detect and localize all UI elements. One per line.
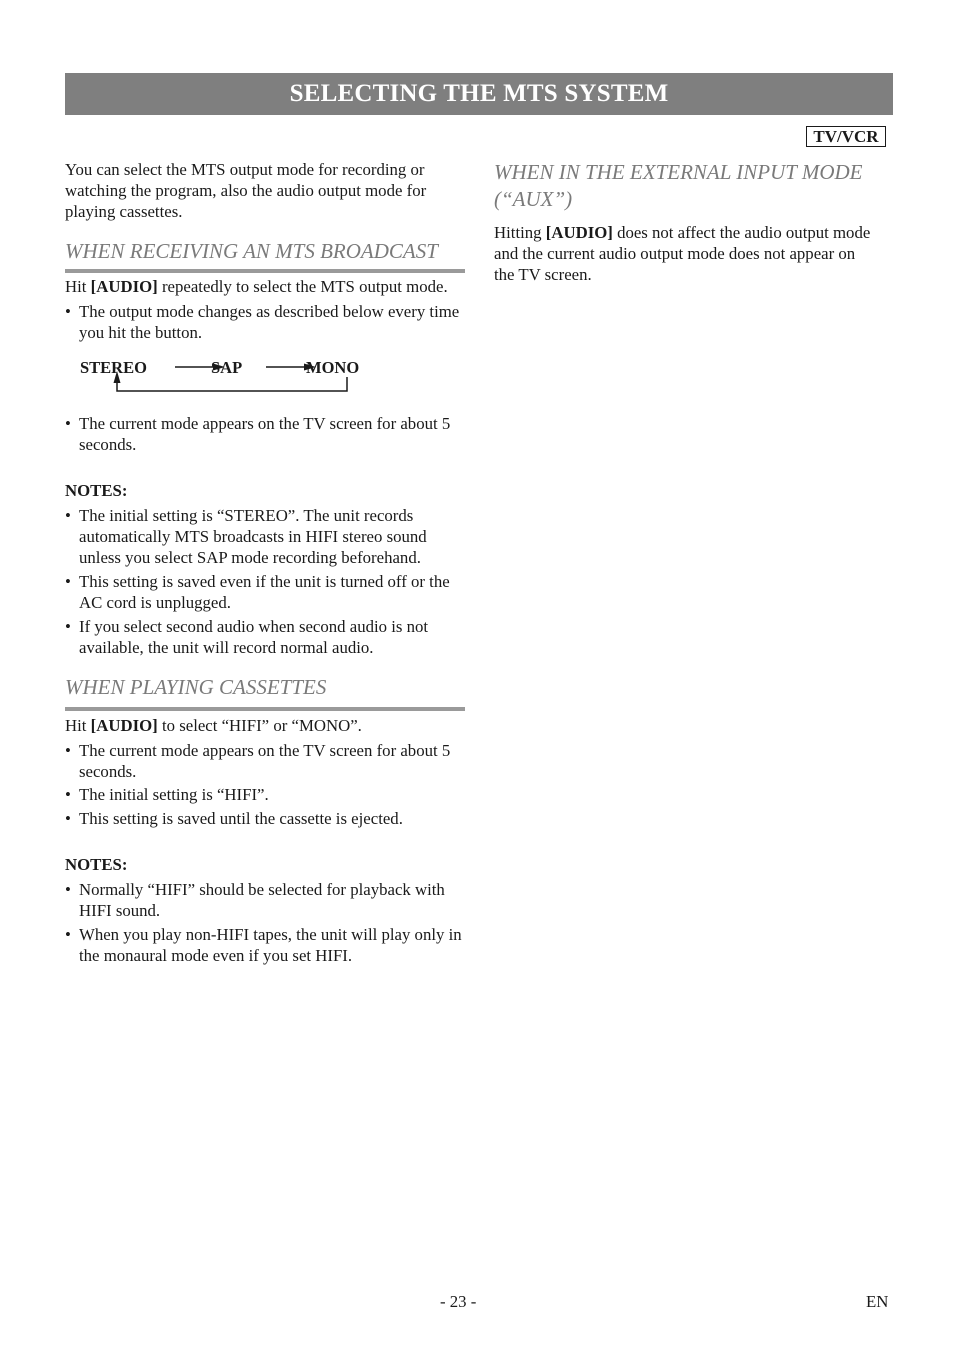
bullet-dot: •	[65, 414, 71, 433]
cassettes-heading: WHEN PLAYING CASSETTES	[65, 675, 327, 699]
bullet-dot: •	[65, 617, 71, 636]
cassettes-notes-list	[65, 879, 467, 966]
external-heading: WHEN IN THE EXTERNAL INPUT MODE (“AUX”)	[494, 160, 863, 211]
bullet-dot: •	[65, 741, 71, 760]
broadcast-instruction	[65, 276, 467, 297]
bullet-dot: •	[65, 785, 71, 804]
audio-key-label: [AUDIO]	[545, 223, 613, 242]
bullet-text: The initial setting is “HIFI”.	[79, 785, 269, 804]
bullet-dot: •	[65, 925, 71, 944]
broadcast-notes-list	[65, 505, 467, 658]
broadcast-instruction-post: repeatedly to select the MTS output mode.	[157, 277, 448, 296]
bullet-dot: •	[65, 880, 71, 899]
cassettes-notes-label: NOTES:	[65, 855, 128, 874]
mode-mono-label: MONO	[306, 358, 360, 377]
cassettes-bullet-2	[65, 784, 467, 805]
note-text: This setting is saved even if the unit is turned off or the AC cord is unplugged.	[79, 572, 450, 612]
bullet-dot: •	[65, 809, 71, 828]
note-text: When you play non-HIFI tapes, the unit will play only in the monaural mode even if you set HIFI.	[79, 925, 462, 965]
bullet-dot: •	[65, 506, 71, 525]
broadcast-note-3	[65, 616, 467, 658]
broadcast-notes-label: NOTES:	[65, 481, 128, 500]
language-code: EN	[866, 1292, 889, 1311]
note-text: Normally “HIFI” should be selected for playback with HIFI sound.	[79, 880, 445, 920]
bullet-text: The output mode changes as described below every time you hit the button.	[79, 302, 460, 342]
audio-key-label: [AUDIO]	[90, 277, 158, 296]
external-text	[494, 222, 872, 285]
bullet-dot: •	[65, 572, 71, 591]
bullet-dot: •	[65, 302, 71, 321]
title-bar	[65, 73, 893, 115]
mode-sap-label: SAP	[211, 358, 243, 377]
cassettes-bullet-3	[65, 808, 467, 829]
external-text-pre: Hitting	[494, 223, 546, 242]
cassettes-bullet-1	[65, 740, 467, 782]
cassettes-instruction-post: to select “HIFI” or “MONO”.	[157, 716, 362, 735]
bullet-text: The current mode appears on the TV screen for about 5 seconds.	[79, 741, 451, 781]
bullet-text: This setting is saved until the cassette is ejected.	[79, 809, 403, 828]
external-text-post: does not affect the audio output mode and the current audio output mode does not appear on the TV screen.	[494, 223, 871, 284]
broadcast-heading: WHEN RECEIVING AN MTS BROADCAST	[65, 239, 438, 263]
cassettes-note-2	[65, 924, 467, 966]
broadcast-bullet-2	[65, 413, 467, 455]
cassettes-rule	[65, 707, 465, 711]
page-number: - 23 -	[440, 1292, 477, 1311]
mode-badge: TV/VCR	[806, 126, 886, 147]
broadcast-note-2	[65, 571, 467, 613]
mode-stereo-label: STEREO	[80, 358, 147, 377]
audio-key-label: [AUDIO]	[90, 716, 158, 735]
mode-cycle-diagram	[80, 357, 400, 401]
bullet-text: The current mode appears on the TV screen for about 5 seconds.	[79, 414, 451, 454]
right-column	[494, 159, 872, 285]
cassettes-note-1	[65, 879, 467, 921]
note-text: If you select second audio when second audio is not available, the unit will record normal audio.	[79, 617, 429, 657]
cassettes-instruction	[65, 715, 467, 736]
cassettes-bullet-list	[65, 740, 467, 829]
left-column	[65, 159, 467, 966]
broadcast-rule	[65, 269, 465, 273]
cassettes-instruction-pre: Hit	[65, 716, 91, 735]
broadcast-bullet-1	[65, 301, 467, 343]
broadcast-note-1	[65, 505, 467, 568]
intro-text: You can select the MTS output mode for recording or watching the program, also the audio output mode for playing cassettes.	[65, 160, 427, 221]
note-text: The initial setting is “STEREO”. The unit records automatically MTS broadcasts in HIFI stereo sound unless you select SAP mode recording beforehand.	[79, 506, 427, 567]
page-title: SELECTING THE MTS SYSTEM	[289, 80, 669, 107]
broadcast-instruction-pre: Hit	[65, 277, 91, 296]
